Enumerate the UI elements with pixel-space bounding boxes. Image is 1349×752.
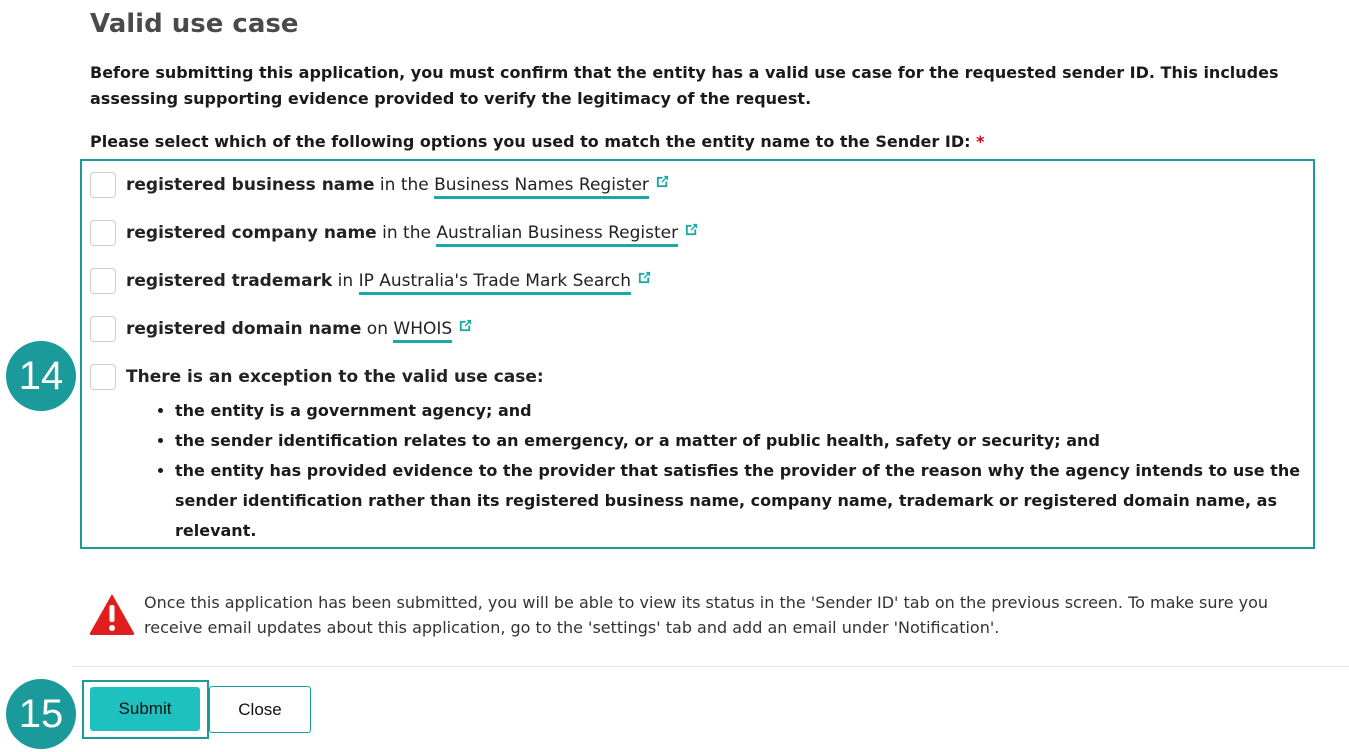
domain-name-checkbox[interactable]	[90, 316, 116, 342]
business-names-register-link[interactable]: Business Names Register	[434, 175, 649, 199]
required-marker: *	[976, 132, 985, 151]
exception-checkbox[interactable]	[90, 364, 116, 390]
option-domain-name	[90, 316, 473, 342]
option-company-name-text	[126, 220, 699, 246]
submit-button[interactable]: Submit	[90, 687, 200, 731]
option-trademark	[90, 268, 652, 294]
option-label: registered business name	[126, 175, 375, 195]
option-business-name-text	[126, 172, 670, 198]
external-link-icon[interactable]	[684, 219, 699, 245]
step-badge-14: 14	[6, 341, 76, 411]
business-name-checkbox[interactable]	[90, 172, 116, 198]
option-connector: in	[337, 271, 354, 291]
warning-triangle-icon	[88, 592, 136, 640]
match-question	[90, 130, 984, 154]
section-intro: Before submitting this application, you must confirm that the entity has a valid use case for the requested sender ID. This includes assessing supporting evidence provided to verify the legitimacy of the request.	[90, 63, 1279, 108]
option-label: registered company name	[126, 223, 377, 243]
exception-conditions-list	[157, 396, 1307, 546]
option-label: registered domain name	[126, 319, 362, 339]
trademark-checkbox[interactable]	[90, 268, 116, 294]
list-item: • the sender identification relates to an emergency, or a matter of public health, safety or security; and	[175, 426, 1307, 456]
match-question-text: Please select which of the following options you used to match the entity name to the Sender ID:	[90, 132, 971, 151]
exception-label	[126, 364, 544, 390]
option-connector: in the	[382, 223, 431, 243]
option-label: registered trademark	[126, 271, 333, 291]
section-title: Valid use case	[90, 9, 299, 39]
trade-mark-search-link[interactable]: IP Australia's Trade Mark Search	[359, 271, 631, 295]
submission-notice-text: Once this application has been submitted, you will be able to view its status in the 'Sender ID' tab on the previous screen. To make sure you receive email updates about this application, go to the 'settings' tab and add an email under 'Notification'.	[144, 593, 1269, 637]
submission-notice	[88, 590, 1308, 640]
option-connector: in the	[379, 175, 429, 195]
option-domain-name-text	[126, 316, 473, 342]
whois-link[interactable]: WHOIS	[393, 319, 452, 343]
option-company-name	[90, 220, 699, 246]
footer-divider	[72, 666, 1349, 667]
list-item: • the entity is a government agency; and	[175, 396, 1307, 426]
close-button[interactable]: Close	[209, 686, 311, 733]
option-business-name	[90, 172, 670, 198]
option-connector: on	[366, 319, 388, 339]
company-name-checkbox[interactable]	[90, 220, 116, 246]
step-badge-15: 15	[6, 679, 76, 749]
external-link-icon[interactable]	[458, 315, 473, 341]
option-exception	[90, 364, 544, 390]
match-options-group	[80, 159, 1315, 549]
external-link-icon[interactable]	[637, 267, 652, 293]
option-trademark-text	[126, 268, 652, 294]
list-item: • the entity has provided evidence to the provider that satisfies the provider of the reason why the agency intends to use the sender identification rather than its registered business name, company name, trademark or registered domain name, as relevant.	[175, 456, 1307, 546]
external-link-icon[interactable]	[655, 171, 670, 197]
exception-label-text: There is an exception to the valid use case:	[126, 367, 544, 387]
australian-business-register-link[interactable]: Australian Business Register	[436, 223, 678, 247]
